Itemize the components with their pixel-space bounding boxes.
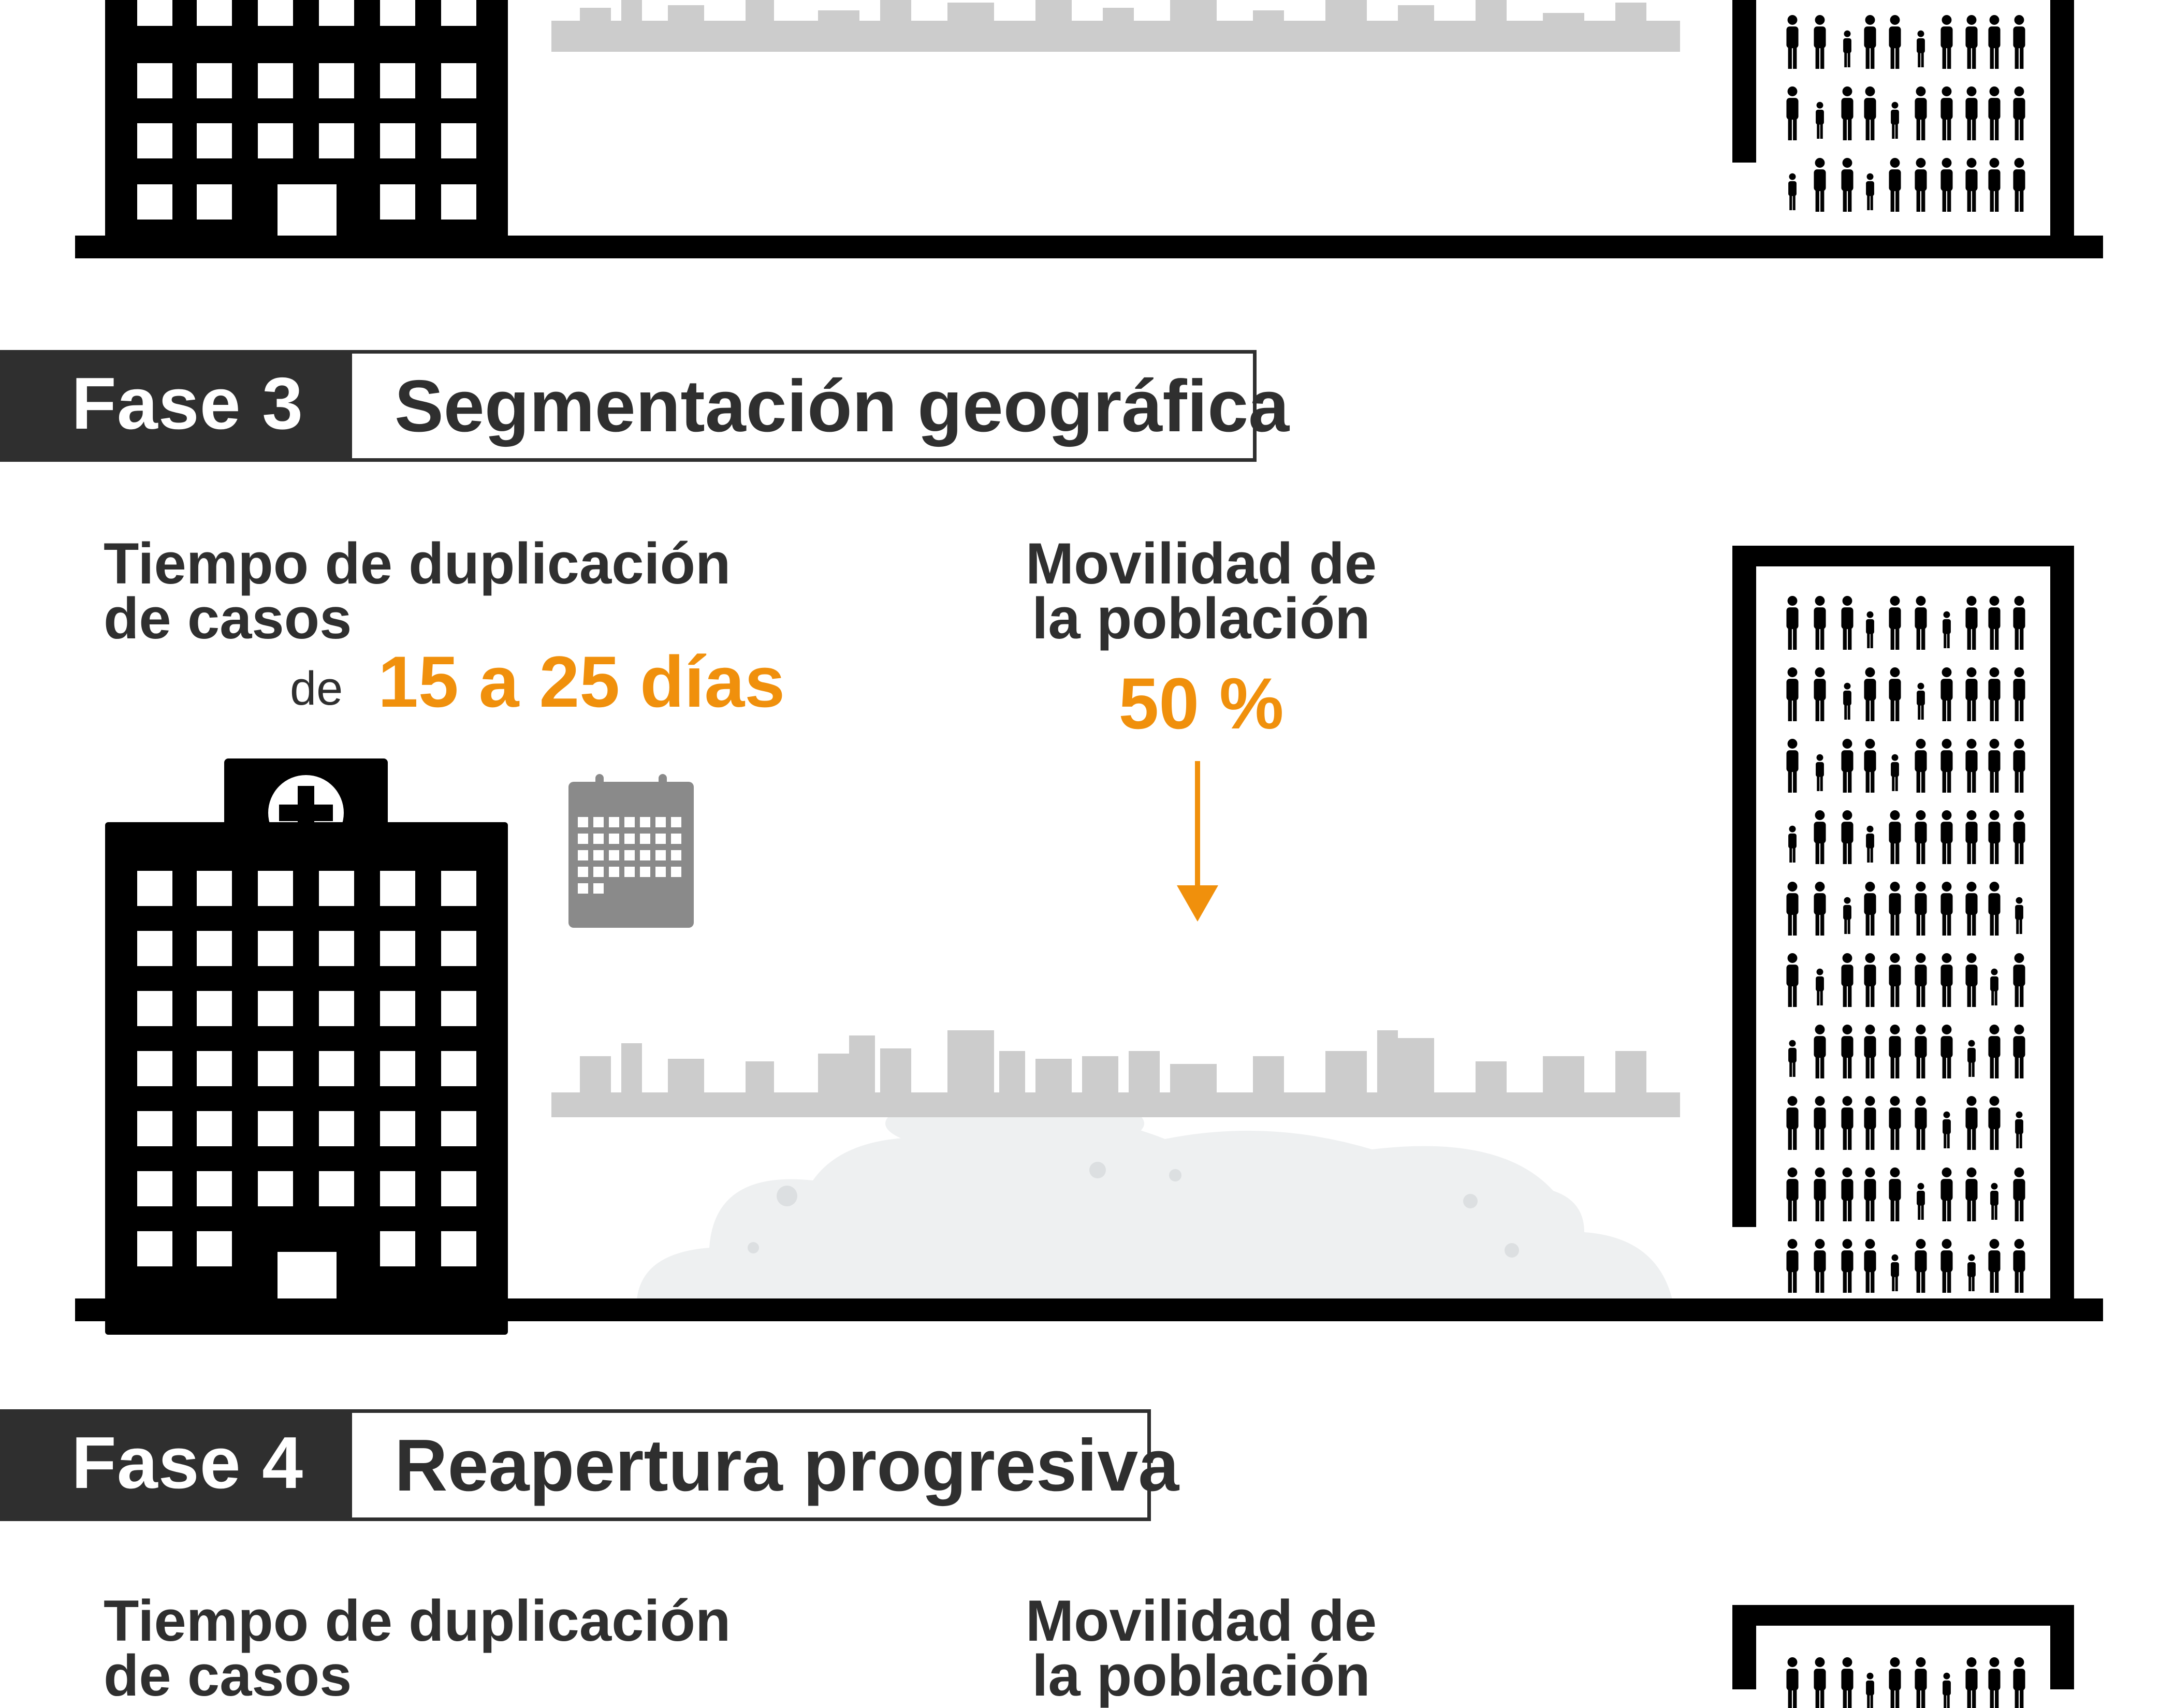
virus-cloud-illustration — [637, 1092, 1672, 1300]
doubling-label-line2: de casos — [104, 586, 352, 651]
mobility-label-line2: la población — [1032, 1643, 1370, 1708]
phase-name-box — [352, 1409, 1179, 1521]
phase-name-box — [352, 350, 1290, 462]
phase-4-header — [0, 1409, 1179, 1521]
mobility-label-line1: Movilidad de — [1025, 1588, 1377, 1653]
people-crowd-icon — [1732, 0, 2074, 243]
phase-name: Reapertura progresiva — [395, 1424, 1179, 1507]
mobility-label-line2: la población — [1032, 586, 1370, 651]
hospital-icon — [105, 0, 508, 238]
skyline-illustration — [551, 1030, 1680, 1117]
doubling-value: 15 a 25 días — [378, 641, 785, 722]
phase-3-scene — [0, 531, 2160, 1336]
doubling-label-line2: de casos — [104, 1643, 352, 1708]
hospital-icon — [105, 758, 508, 1335]
doubling-label-line1: Tiempo de duplicación — [104, 531, 731, 596]
people-crowd-icon — [1732, 546, 2074, 1310]
doubling-prefix: de — [290, 662, 343, 715]
phase-number-badge — [0, 350, 352, 462]
phase-number-badge — [0, 1409, 352, 1521]
phase-number: Fase 4 — [71, 1422, 304, 1504]
skyline-illustration — [551, 0, 1680, 52]
phase-3-header — [0, 350, 1290, 462]
people-crowd-icon — [1732, 1605, 2074, 1708]
phase-name: Segmentación geográfica — [395, 365, 1290, 447]
previous-phase-scene — [0, 0, 2160, 269]
calendar-icon — [568, 774, 694, 928]
mobility-label-line1: Movilidad de — [1025, 531, 1377, 596]
down-arrow-icon — [1177, 761, 1218, 922]
phase-number: Fase 3 — [71, 362, 304, 445]
mobility-value: 50 % — [1118, 663, 1284, 744]
phase-4-scene — [0, 1600, 2160, 1689]
doubling-label-line1: Tiempo de duplicación — [104, 1588, 731, 1653]
